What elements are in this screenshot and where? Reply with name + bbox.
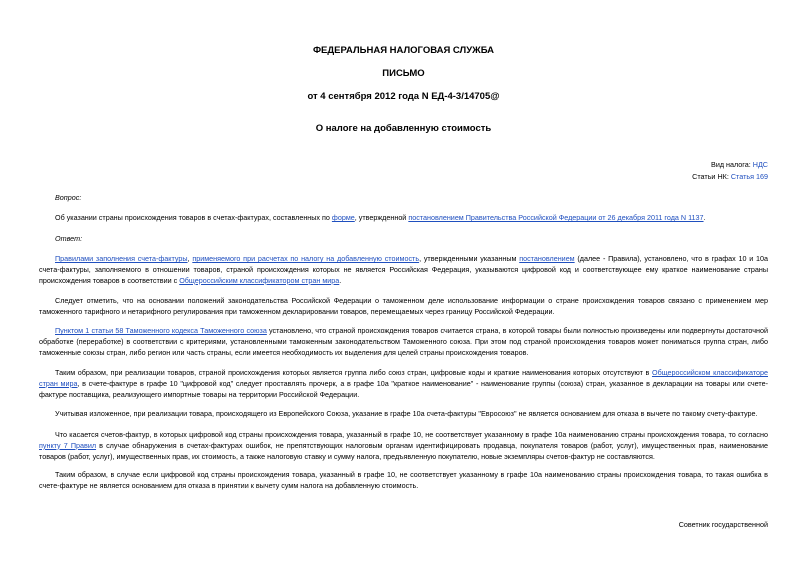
answer-paragraph-6 <box>39 430 768 462</box>
answer-text: . <box>339 275 342 285</box>
question-paragraph <box>39 213 768 224</box>
org-title: ФЕДЕРАЛЬНАЯ НАЛОГОВАЯ СЛУЖБА <box>312 45 495 56</box>
answer-text: Что касается счетов-фактур, в которых цифровой код страны происхождения товара, указанный в графе 10, не соответствует указанному в графе 10а наименованию страны происхождения товара, то согласно <box>55 430 768 439</box>
customs-code-link[interactable]: Пунктом 1 статьи 58 Таможенного кодекса Таможенного союза <box>55 326 267 335</box>
doc-type: ПИСЬМО <box>382 68 425 79</box>
tax-type-line <box>711 160 768 170</box>
invoice-rules-link[interactable]: Правилами заполнения счета-фактуры <box>55 254 188 263</box>
rules-point-7-link[interactable]: пункту 7 Правил <box>39 440 97 450</box>
answer-paragraph-7: Таким образом, в случае если цифровой код страны происхождения товара, указанный в графе 10, не соответствует указанному в графе 10а наименованию страны происхождения товара, то такая ошибка в счете-фактуре не является основанием для отказа в принятии к вычету сумм налога на добавленную стоимость. <box>39 470 768 490</box>
answer-text: , в счете-фактуре в графе 10 "цифровой код" следует проставлять прочерк, а в графе 10а "краткое наименование" - наименование группы (союза) стран, указанное в декларации на товары или счете-фактуре поставщика, реализующего импортные товары на территории Российской Федерации. <box>39 378 768 399</box>
doc-subject: О налоге на добавленную стоимость <box>315 123 492 134</box>
answer-paragraph-4 <box>39 368 768 400</box>
article-link[interactable]: Статья 169 <box>730 172 768 181</box>
article-label: Статьи НК: <box>692 172 731 181</box>
article-line <box>692 172 768 182</box>
answer-paragraph-1 <box>39 254 768 286</box>
answer-text: Таким образом, при реализации товаров, страной происхождения которых является группа либо союз стран, цифровые коды и краткие наименования которых отсутствуют в <box>55 368 652 377</box>
question-text: . <box>703 213 706 222</box>
answer-text: (далее - Правила), установлено, что в графах 10 и 10а счета-фактуры, заполняемого в отношении товаров, страной происхождения которых не является Российская Федерация, указываются цифровой код и соответствующее ему краткое наименование страны происхождения товаров в соответствии с <box>39 254 768 285</box>
form-link[interactable]: форме <box>331 213 355 222</box>
country-classifier-link-2[interactable]: Общероссийском классификаторе стран мира <box>39 368 768 388</box>
resolution-1137-link[interactable]: постановлением Правительства Российской Федерации от 26 декабря 2011 года N 1137 <box>408 213 704 222</box>
vat-calculation-link[interactable]: применяемого при расчетах по налогу на добавленную стоимость <box>192 254 420 263</box>
signature-title: Советник государственной <box>678 520 768 529</box>
answer-paragraph-3 <box>39 326 768 358</box>
question-text: , утвержденной <box>354 213 409 222</box>
country-classifier-link[interactable]: Общероссийским классификатором стран мира <box>179 275 340 285</box>
answer-text: , утвержденными указанным <box>419 254 520 263</box>
answer-text: в случае обнаружения в счетах-фактурах ошибок, не препятствующих налоговым органам идентифицировать продавца, покупателя товаров (работ, услуг), имущественных прав, наименование товаров (работ, услуг), имущественных прав, их стоимость, а также налоговую ставку и сумму налога, предъявленную покупателю, новые экземпляры счетов-фактур не составляются. <box>39 440 768 461</box>
answer-paragraph-2: Следует отметить, что на основании положений законодательства Российской Федерации о таможенном деле использование информации о стране происхождения товаров связано с применением мер таможенного тарифного и нетарифного регулирования при таможенном декларировании товаров, перемещаемых через границу Российской Федерации. <box>39 296 768 316</box>
answer-label: Ответ: <box>55 234 83 243</box>
tax-type-link[interactable]: НДС <box>752 160 768 169</box>
resolution-link[interactable]: постановлением <box>519 254 575 263</box>
answer-text: , <box>187 254 193 263</box>
question-label: Вопрос: <box>55 193 82 202</box>
answer-paragraph-5: Учитывая изложенное, при реализации товара, происходящего из Европейского Союза, указание в графе 10а счета-фактуры "Евросоюз" не является основанием для отказа в вычете по такому счету-фактуре. <box>55 409 758 418</box>
answer-text: установлено, что страной происхождения товаров считается страна, в которой товары были полностью произведены или подвергнуты достаточной обработке (переработке) в соответствии с критериями, установленными таможенным законодательством Таможенного союза. При этом под страной происхождения товаров может пониматься группа стран, либо таможенные союзы стран, либо регион или часть страны, если имеется необходимость их выделения для целей страны происхождения товаров. <box>39 326 768 357</box>
doc-date-number: от 4 сентября 2012 года N ЕД-4-3/14705@ <box>307 91 500 102</box>
tax-type-label: Вид налога: <box>711 160 753 169</box>
question-text: Об указании страны происхождения товаров в счетах-фактурах, составленных по <box>55 213 332 222</box>
